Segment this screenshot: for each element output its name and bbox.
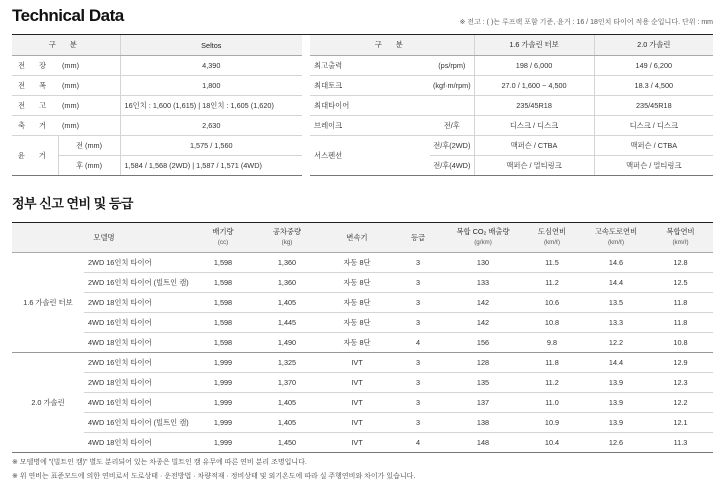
spec-value-tread-rear: 1,584 / 1,568 (2WD) | 1,587 / 1,571 (4WD) — [120, 156, 302, 176]
fuel-tm: IVT — [324, 433, 390, 453]
fuel-hwy: 13.5 — [584, 293, 648, 313]
table-row — [12, 313, 713, 333]
fuel-grade: 3 — [390, 313, 446, 333]
table-row — [12, 433, 713, 453]
table-row — [12, 293, 713, 313]
spec-unit-right: 전/후 — [430, 116, 474, 136]
fuel-city: 11.2 — [520, 273, 584, 293]
fuel-co2: 135 — [446, 373, 520, 393]
fuel-group-label: 2.0 가솔린 — [12, 353, 84, 453]
table-row — [12, 413, 713, 433]
fuel-comb: 12.9 — [648, 353, 713, 373]
spec-label-right: 최대타이어 — [310, 96, 430, 116]
spec-na-value: 149 / 6,200 — [594, 56, 713, 76]
fuel-co2: 148 — [446, 433, 520, 453]
fuel-cc: 1,598 — [196, 293, 250, 313]
fuel-grade: 3 — [390, 293, 446, 313]
fuel-grade: 3 — [390, 273, 446, 293]
fuel-grade: 3 — [390, 413, 446, 433]
fuel-co2: 142 — [446, 293, 520, 313]
fuel-comb: 11.8 — [648, 293, 713, 313]
fuel-header-combined: 복합연비 (km/ℓ) — [648, 223, 713, 253]
fuel-economy-table — [12, 222, 713, 453]
fuel-cc: 1,999 — [196, 393, 250, 413]
spec-header-turbo: 1.6 가솔린 터보 — [474, 35, 594, 56]
fuel-header-co2: 복합 CO₂ 배출량 (g/km) — [446, 223, 520, 253]
fuel-city: 11.8 — [520, 353, 584, 373]
fuel-tm: IVT — [324, 393, 390, 413]
fuel-hwy: 13.9 — [584, 393, 648, 413]
fuel-co2: 137 — [446, 393, 520, 413]
technical-data-title: Technical Data — [12, 6, 124, 25]
fuel-hwy: 12.6 — [584, 433, 648, 453]
fuel-model: 4WD 16인치 타이어 (빌트인 캠) — [84, 413, 196, 433]
fuel-grade: 3 — [390, 253, 446, 273]
spec-unit-right — [430, 96, 474, 116]
fuel-kg: 1,370 — [250, 373, 324, 393]
spec-unit: (mm) — [58, 76, 120, 96]
spec-row — [12, 76, 713, 96]
fuel-tm: 자동 8단 — [324, 333, 390, 353]
fuel-group-label: 1.6 가솔린 터보 — [12, 253, 84, 353]
fuel-hwy: 14.4 — [584, 273, 648, 293]
spec-label-right: 최대토크 — [310, 76, 430, 96]
spec-na-value: 디스크 / 디스크 — [594, 116, 713, 136]
fuel-model: 2WD 16인치 타이어 — [84, 253, 196, 273]
fuel-cc: 1,999 — [196, 373, 250, 393]
table-row — [12, 373, 713, 393]
fuel-tm: 자동 8단 — [324, 253, 390, 273]
technical-data-table — [12, 34, 713, 176]
fuel-city: 10.4 — [520, 433, 584, 453]
fuel-kg: 1,405 — [250, 393, 324, 413]
fuel-header-weight: 공차중량 (kg) — [250, 223, 324, 253]
fuel-cc: 1,598 — [196, 313, 250, 333]
fuel-cc: 1,598 — [196, 333, 250, 353]
fuel-comb: 11.3 — [648, 433, 713, 453]
spec-na-value: 235/45R18 — [594, 96, 713, 116]
fuel-kg: 1,490 — [250, 333, 324, 353]
spec-turbo-suspension-4wd: 맥퍼슨 / 멀티링크 — [474, 156, 594, 176]
footnote: ※ 위 연비는 표준모드에 의한 연비로서 도로상태 · 운전방법 · 차량적재 · 정비상태 및 외기온도에 따라 실 주행연비와 차이가 있습니다. — [12, 473, 416, 480]
fuel-kg: 1,445 — [250, 313, 324, 333]
fuel-model: 4WD 16인치 타이어 — [84, 393, 196, 413]
fuel-comb: 12.5 — [648, 273, 713, 293]
fuel-comb: 12.1 — [648, 413, 713, 433]
fuel-tm: 자동 8단 — [324, 293, 390, 313]
footnote: ※ 모델명에 "(빌트인 캠)" 별도 분리되어 있는 차종은 빌트인 캠 유무에 따른 연비 분리 조명입니다. — [12, 459, 307, 466]
fuel-co2: 128 — [446, 353, 520, 373]
spec-unit: (mm) — [58, 116, 120, 136]
spec-value: 1,800 — [120, 76, 302, 96]
fuel-kg: 1,360 — [250, 253, 324, 273]
fuel-model: 4WD 18인치 타이어 — [84, 433, 196, 453]
fuel-model: 2WD 18인치 타이어 — [84, 373, 196, 393]
spec-turbo-value: 235/45R18 — [474, 96, 594, 116]
fuel-city: 10.9 — [520, 413, 584, 433]
fuel-hwy: 13.9 — [584, 413, 648, 433]
fuel-header-displacement: 배기량 (cc) — [196, 223, 250, 253]
fuel-tm: IVT — [324, 373, 390, 393]
fuel-co2: 133 — [446, 273, 520, 293]
fuel-header-model: 모델명 — [12, 223, 196, 253]
spec-unit: (mm) — [58, 56, 120, 76]
fuel-tm: 자동 8단 — [324, 273, 390, 293]
spec-label-suspension: 서스펜션 — [310, 136, 430, 176]
fuel-city: 11.0 — [520, 393, 584, 413]
fuel-model: 2WD 16인치 타이어 (빌트인 캠) — [84, 273, 196, 293]
fuel-grade: 4 — [390, 333, 446, 353]
spec-unit-right: (kgf·m/rpm) — [430, 76, 474, 96]
fuel-header-city: 도심연비 (km/ℓ) — [520, 223, 584, 253]
spec-label-right: 최고출력 — [310, 56, 430, 76]
spec-unit-tread-rear: 후 (mm) — [58, 156, 120, 176]
fuel-kg: 1,405 — [250, 293, 324, 313]
fuel-model: 4WD 16인치 타이어 — [84, 313, 196, 333]
spec-label: 전 폭 — [12, 76, 58, 96]
spec-row — [12, 116, 713, 136]
spec-label: 전 고 — [12, 96, 58, 116]
fuel-kg: 1,325 — [250, 353, 324, 373]
fuel-model: 2WD 18인치 타이어 — [84, 293, 196, 313]
spec-row — [12, 56, 713, 76]
fuel-comb: 10.8 — [648, 333, 713, 353]
fuel-economy-title: 정부 신고 연비 및 등급 — [12, 196, 133, 211]
fuel-kg: 1,360 — [250, 273, 324, 293]
spec-turbo-value: 198 / 6,000 — [474, 56, 594, 76]
spec-value: 16인치 : 1,600 (1,615) | 18인치 : 1,605 (1,620) — [120, 96, 302, 116]
fuel-hwy: 14.4 — [584, 353, 648, 373]
fuel-grade: 3 — [390, 373, 446, 393]
fuel-co2: 138 — [446, 413, 520, 433]
fuel-cc: 1,999 — [196, 413, 250, 433]
fuel-cc: 1,999 — [196, 353, 250, 373]
fuel-kg: 1,450 — [250, 433, 324, 453]
spec-value-tread-front: 1,575 / 1,560 — [120, 136, 302, 156]
fuel-tm: 자동 8단 — [324, 313, 390, 333]
fuel-comb: 11.8 — [648, 313, 713, 333]
spec-header-row — [12, 35, 713, 56]
fuel-header-highway: 고속도로연비 (km/ℓ) — [584, 223, 648, 253]
fuel-cc: 1,999 — [196, 433, 250, 453]
technical-data-note: ※ 전고 : ( )는 루프랙 포함 기준, 윤거 : 16 / 18인치 타이어 적용 순입니다. 단위 : mm — [459, 19, 713, 26]
fuel-tm: IVT — [324, 413, 390, 433]
fuel-grade: 3 — [390, 353, 446, 373]
fuel-co2: 142 — [446, 313, 520, 333]
fuel-comb: 12.8 — [648, 253, 713, 273]
spec-unit-tread-front: 전 (mm) — [58, 136, 120, 156]
spec-value: 2,630 — [120, 116, 302, 136]
fuel-city: 11.5 — [520, 253, 584, 273]
fuel-city: 9.8 — [520, 333, 584, 353]
fuel-city: 11.2 — [520, 373, 584, 393]
spec-header-left-label: 구 분 — [12, 35, 120, 56]
spec-row — [12, 96, 713, 116]
fuel-kg: 1,405 — [250, 413, 324, 433]
fuel-model: 4WD 18인치 타이어 — [84, 333, 196, 353]
fuel-comb: 12.2 — [648, 393, 713, 413]
spec-label: 축 거 — [12, 116, 58, 136]
fuel-cc: 1,598 — [196, 253, 250, 273]
spec-na-value: 18.3 / 4,500 — [594, 76, 713, 96]
fuel-hwy: 14.6 — [584, 253, 648, 273]
spec-na-suspension-4wd: 맥퍼슨 / 멀티링크 — [594, 156, 713, 176]
spec-label-right: 브레이크 — [310, 116, 430, 136]
fuel-cc: 1,598 — [196, 273, 250, 293]
fuel-co2: 156 — [446, 333, 520, 353]
spec-row-tread-front — [12, 136, 713, 156]
spec-header-right-label: 구 분 — [310, 35, 474, 56]
fuel-grade: 4 — [390, 433, 446, 453]
fuel-co2: 130 — [446, 253, 520, 273]
spec-header-na: 2.0 가솔린 — [594, 35, 713, 56]
spec-label-tread: 윤 거 — [12, 136, 58, 176]
fuel-model: 2WD 16인치 타이어 — [84, 353, 196, 373]
fuel-header-row — [12, 223, 713, 253]
fuel-comb: 12.3 — [648, 373, 713, 393]
spec-value: 4,390 — [120, 56, 302, 76]
fuel-grade: 3 — [390, 393, 446, 413]
spec-turbo-value: 27.0 / 1,600 ~ 4,500 — [474, 76, 594, 96]
fuel-header-grade: 등급 — [390, 223, 446, 253]
spec-turbo-suspension-2wd: 맥퍼슨 / CTBA — [474, 136, 594, 156]
spec-unit-right: (ps/rpm) — [430, 56, 474, 76]
spec-na-suspension-2wd: 맥퍼슨 / CTBA — [594, 136, 713, 156]
spec-unit-suspension-2wd: 전/후(2WD) — [430, 136, 474, 156]
table-row — [12, 253, 713, 273]
fuel-hwy: 13.3 — [584, 313, 648, 333]
table-row — [12, 393, 713, 413]
fuel-city: 10.8 — [520, 313, 584, 333]
fuel-city: 10.6 — [520, 293, 584, 313]
spec-turbo-value: 디스크 / 디스크 — [474, 116, 594, 136]
spec-header-model: Seltos — [120, 35, 302, 56]
table-row — [12, 353, 713, 373]
fuel-hwy: 13.9 — [584, 373, 648, 393]
fuel-hwy: 12.2 — [584, 333, 648, 353]
table-row — [12, 273, 713, 293]
table-row — [12, 333, 713, 353]
fuel-header-transmission: 변속기 — [324, 223, 390, 253]
spec-label: 전 장 — [12, 56, 58, 76]
spec-unit-suspension-4wd: 전/후(4WD) — [430, 156, 474, 176]
spec-unit: (mm) — [58, 96, 120, 116]
fuel-tm: IVT — [324, 353, 390, 373]
